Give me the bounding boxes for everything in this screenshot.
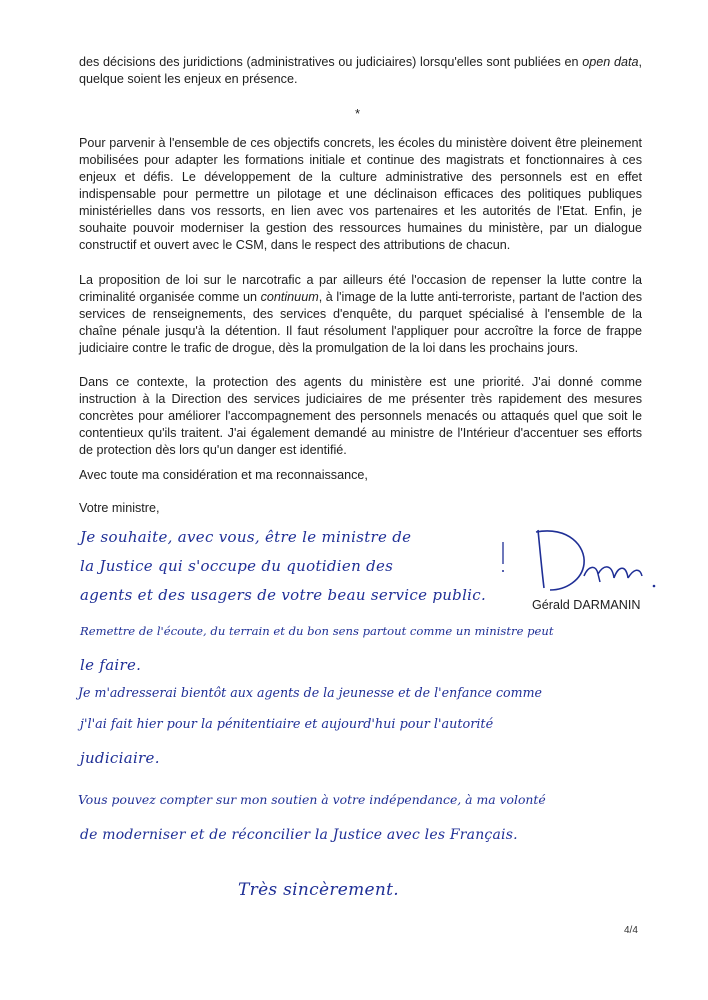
section-separator: * — [355, 106, 361, 121]
handwritten-line: Je souhaite, avec vous, être le ministre de — [80, 528, 412, 546]
handwritten-line: judiciaire. — [80, 749, 160, 767]
handwritten-line: j'l'ai fait hier pour la pénitentiaire et aujourd'hui pour l'autorité — [80, 717, 494, 732]
handwritten-line: de moderniser et de réconcilier la Justice avec les Français. — [80, 827, 518, 843]
signatory-name: Gérald DARMANIN — [532, 598, 641, 612]
handwritten-closing: Très sincèrement. — [238, 880, 399, 900]
paragraph-protection: Dans ce contexte, la protection des agents du ministère est une priorité. J'ai donné comme instruction à la Direction des services judiciaires de me présenter très rapidement des mesures concrètes pour améliorer l'accompagnement des personnels menacés ou attaqués quel que soit le contentieux qu'ils traitent. J'ai également demandé au ministre de l'Intérieur d'accentuer ses efforts de protection dès lors qu'un danger est identifié. — [79, 375, 642, 457]
paragraph-narcotrafic — [79, 272, 642, 357]
handwritten-line: Vous pouvez compter sur mon soutien à votre indépendance, à ma volonté — [78, 792, 546, 807]
italic-term: open data — [582, 55, 639, 69]
text-span: La proposition de loi sur le narcotrafic a par ailleurs été l'occasion de repenser la lutte contre la criminalité organisée comme un — [79, 273, 642, 304]
handwritten-line: le faire. — [80, 656, 142, 674]
text-span: des décisions des juridictions (administratives ou judiciaires) lorsqu'elles sont publiées en — [79, 55, 583, 69]
paragraph-open-data — [79, 54, 642, 88]
handwritten-line: agents et des usagers de votre beau service public. — [80, 586, 487, 604]
handwritten-line: la Justice qui s'occupe du quotidien des — [80, 557, 394, 575]
handwritten-line: Remettre de l'écoute, du terrain et du bon sens partout comme un ministre peut — [80, 624, 554, 638]
handwritten-line: Je m'adresserai bientôt aux agents de la jeunesse et de l'enfance comme — [78, 685, 542, 700]
page-number: 4/4 — [624, 925, 638, 936]
closing-line: Avec toute ma considération et ma reconnaissance, — [79, 468, 368, 482]
text-span: , à l'image de la lutte anti-terroriste, partant de l'action des services de renseignements, des services d'enquête, du parquet spécialisé à l'ensemble de la chaîne pénale jusqu'à la détention. Il faut résolument l'appliquer pour accroître la force de frappe judiciaire contre le trafic de drogue, dès la promulgation de la loi dans les prochains jours. — [79, 290, 643, 355]
signature-image — [488, 520, 668, 600]
salutation: Votre ministre, — [79, 501, 160, 515]
text-span: , quelque soient les enjeux en présence. — [79, 55, 642, 86]
paragraph-schools: Pour parvenir à l'ensemble de ces objectifs concrets, les écoles du ministère doivent être pleinement mobilisées pour adapter les formations initiale et continue des magistrats et fonctionnaires à ces enjeux et défis. Le développement de la culture administrative des personnels est en effet indispensable pour permettre un pilotage et une déclinaison efficaces des politiques publiques ministérielles dans vos ressorts, en lien avec vos partenaires et les autorités de l'Etat. Enfin, je souhaite pouvoir moderniser la gestion des ressources humaines du ministère, par un dialogue constructif et ouvert avec le CSM, dans le respect des attributions de chacun. — [79, 136, 642, 252]
italic-term: continuum — [260, 290, 319, 304]
